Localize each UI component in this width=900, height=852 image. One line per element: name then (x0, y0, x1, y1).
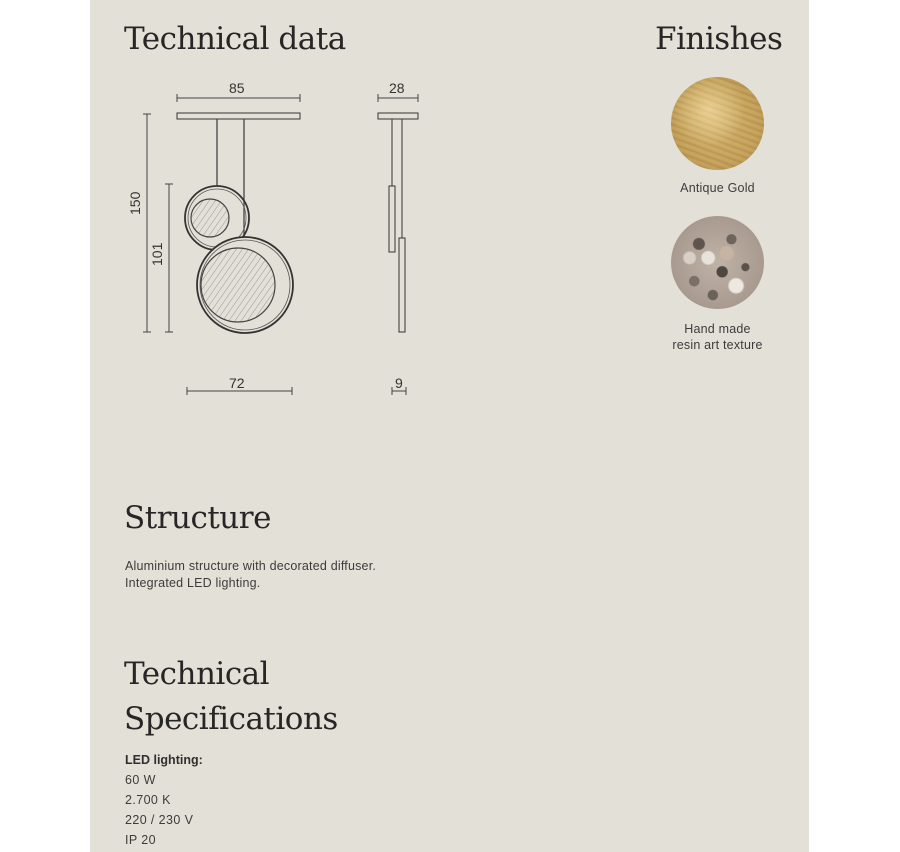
resin-label-line2: resin art texture (672, 338, 763, 352)
specs-subtitle: LED lighting: (125, 753, 203, 767)
spec-item: 220 / 230 V (125, 813, 194, 827)
spec-sheet (90, 0, 809, 852)
structure-line1: Aluminium structure with decorated diffuser. (125, 559, 377, 573)
dim-side-width: 28 (389, 80, 405, 96)
antique-gold-swatch (671, 77, 764, 170)
technical-drawing (130, 78, 430, 398)
structure-title: Structure (124, 500, 271, 536)
finishes-title: Finishes (655, 21, 783, 57)
dim-bottom-width: 72 (229, 375, 245, 391)
spec-item: IP 20 (125, 833, 156, 847)
dim-top-width: 85 (229, 80, 245, 96)
antique-gold-label: Antique Gold (680, 181, 755, 195)
specs-title (124, 652, 338, 742)
specs-title-line1: Technical (124, 656, 270, 692)
dim-bottom-depth: 9 (395, 375, 403, 391)
specs-list (125, 750, 425, 850)
resin-texture-swatch (671, 216, 764, 309)
structure-line2: Integrated LED lighting. (125, 576, 261, 590)
technical-data-title: Technical data (124, 21, 346, 57)
specs-title-line2: Specifications (124, 701, 338, 737)
spec-item: 2.700 K (125, 793, 171, 807)
resin-label-line1: Hand made (684, 322, 751, 336)
dim-total-height: 150 (127, 191, 143, 215)
dim-inner-height: 101 (149, 242, 165, 266)
structure-description (125, 558, 525, 592)
resin-texture-label (657, 321, 778, 353)
spec-item: 60 W (125, 773, 156, 787)
